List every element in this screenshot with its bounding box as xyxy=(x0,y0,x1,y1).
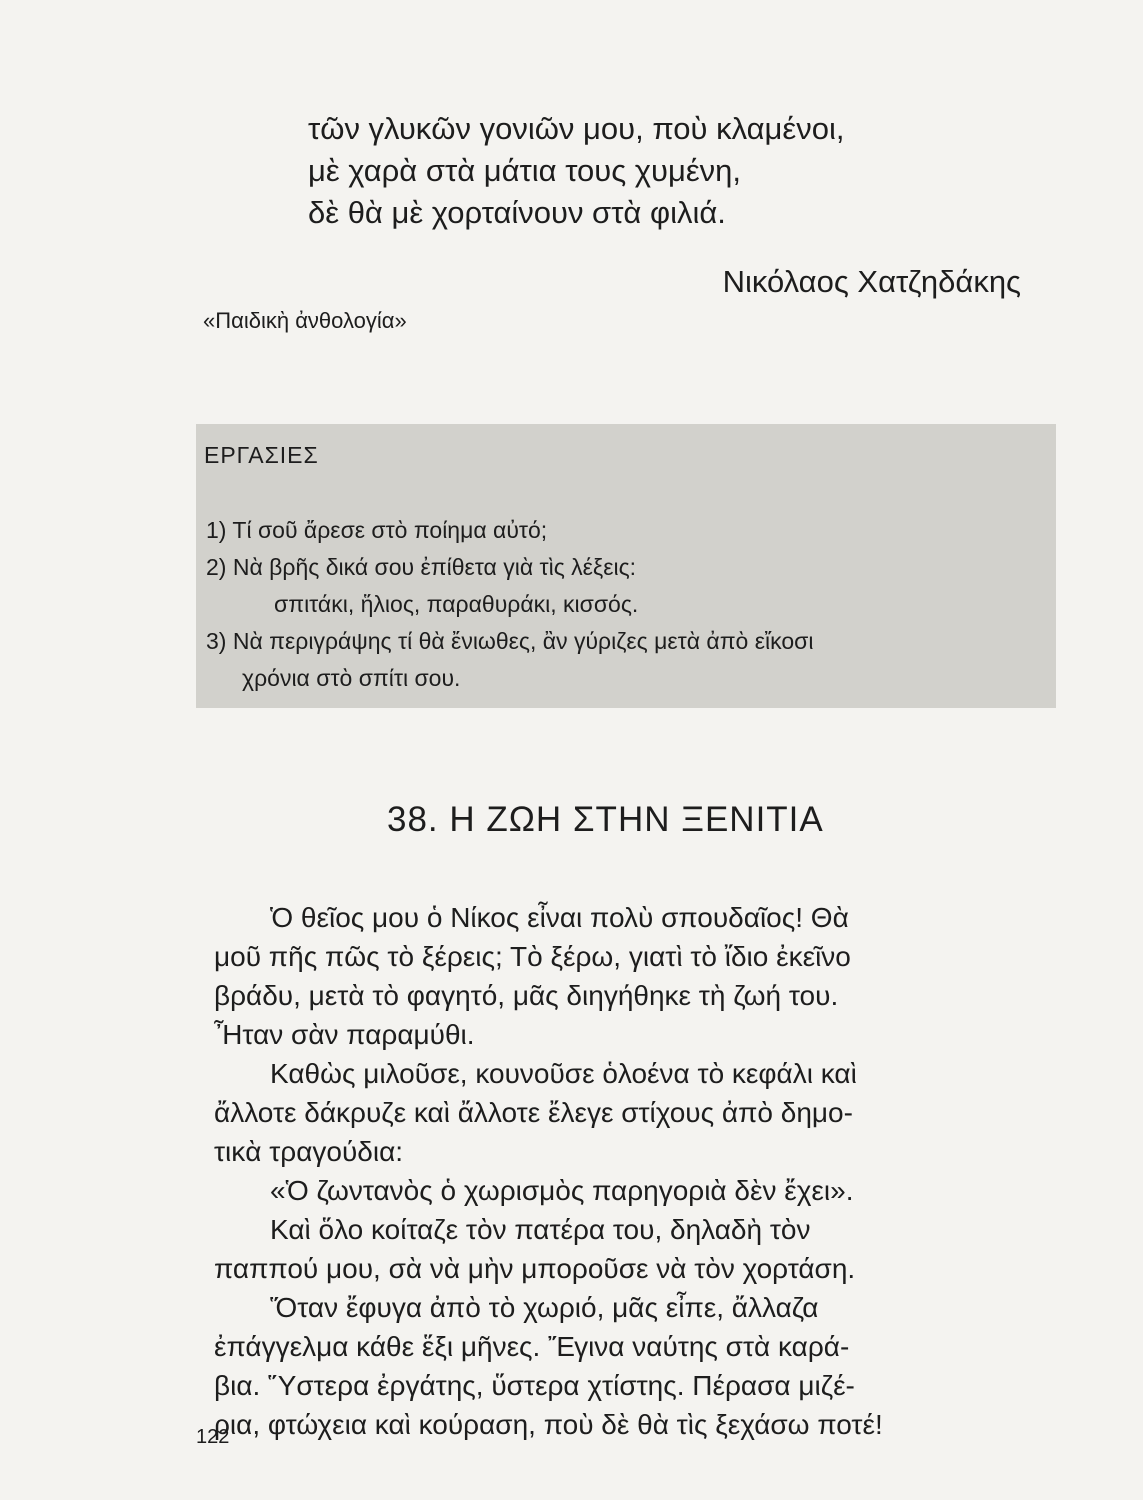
text-line: βια. Ὕστερα ἐργάτης, ὕστερα χτίστης. Πέρασα μιζέ- xyxy=(214,1370,855,1401)
chapter-title: 38. Η ΖΩΗ ΣΤΗΝ ΞΕΝΙΤΙΑ xyxy=(387,800,824,839)
text-line: «Ὁ ζωντανὸς ὁ χωρισμὸς παρηγοριὰ δὲν ἔχει». xyxy=(270,1175,854,1206)
chapter-text xyxy=(214,898,1050,1444)
text-line: Ὁ θεῖος μου ὁ Νίκος εἶναι πολὺ σπουδαῖος! Θὰ xyxy=(270,902,849,933)
exercise-item-continuation: σπιτάκι, ἥλιος, παραθυράκι, κισσός. xyxy=(274,591,639,617)
text-line: μοῦ πῆς πῶς τὸ ξέρεις; Τὸ ξέρω, γιατὶ τὸ ἴδιο ἐκεῖνο xyxy=(214,941,851,972)
text-line: τικὰ τραγούδια: xyxy=(214,1136,404,1167)
exercises-title: ΕΡΓΑΣΙΕΣ xyxy=(204,442,319,468)
exercise-item: 3) Νὰ περιγράψης τί θὰ ἔνιωθες, ἂν γύριζες μετὰ ἀπὸ εἴκοσι xyxy=(206,628,814,654)
exercises-box xyxy=(196,424,1056,708)
text-line: βράδυ, μετὰ τὸ φαγητό, μᾶς διηγήθηκε τὴ ζωή του. xyxy=(214,980,839,1011)
text-line: Καθὼς μιλοῦσε, κουνοῦσε ὁλοένα τὸ κεφάλι καὶ xyxy=(270,1058,857,1089)
text-line: ρια, φτώχεια καὶ κούραση, ποὺ δὲ θὰ τὶς ξεχάσω ποτέ! xyxy=(214,1409,883,1440)
text-line: ἄλλοτε δάκρυζε καὶ ἄλλοτε ἔλεγε στίχους ἀπὸ δημο- xyxy=(214,1097,853,1128)
poem-line: τῶν γλυκῶν γονιῶν μου, ποὺ κλαμένοι, xyxy=(308,111,845,146)
text-line: παππού μου, σὰ νὰ μὴν μποροῦσε νὰ τὸν χορτάση. xyxy=(214,1253,856,1284)
poem-author: Νικόλαος Χατζηδάκης xyxy=(722,264,1021,299)
poem-source: «Παιδικὴ ἀνθολογία» xyxy=(203,308,407,333)
page-number: 122 xyxy=(196,1426,230,1448)
text-line: Ὅταν ἔφυγα ἀπὸ τὸ χωριό, μᾶς εἶπε, ἄλλαζα xyxy=(270,1292,819,1323)
text-line: Καὶ ὅλο κοίταζε τὸν πατέρα του, δηλαδὴ τὸν xyxy=(270,1214,811,1245)
exercise-item-continuation: χρόνια στὸ σπίτι σου. xyxy=(242,665,461,691)
exercises-list xyxy=(206,512,813,697)
text-line: ἐπάγγελμα κάθε ἕξι μῆνες. Ἔγινα ναύτης στὰ καρά- xyxy=(214,1331,850,1362)
poem-line: δὲ θὰ μὲ χορταίνουν στὰ φιλιά. xyxy=(308,195,726,230)
poem-excerpt xyxy=(308,108,844,234)
text-line: Ἦταν σὰν παραμύθι. xyxy=(214,1019,475,1050)
poem-line: μὲ χαρὰ στὰ μάτια τους χυμένη, xyxy=(308,153,742,188)
exercise-item: 1) Τί σοῦ ἄρεσε στὸ ποίημα αὐτό; xyxy=(206,517,548,543)
exercise-item: 2) Νὰ βρῆς δικά σου ἐπίθετα γιὰ τὶς λέξεις: xyxy=(206,554,637,580)
